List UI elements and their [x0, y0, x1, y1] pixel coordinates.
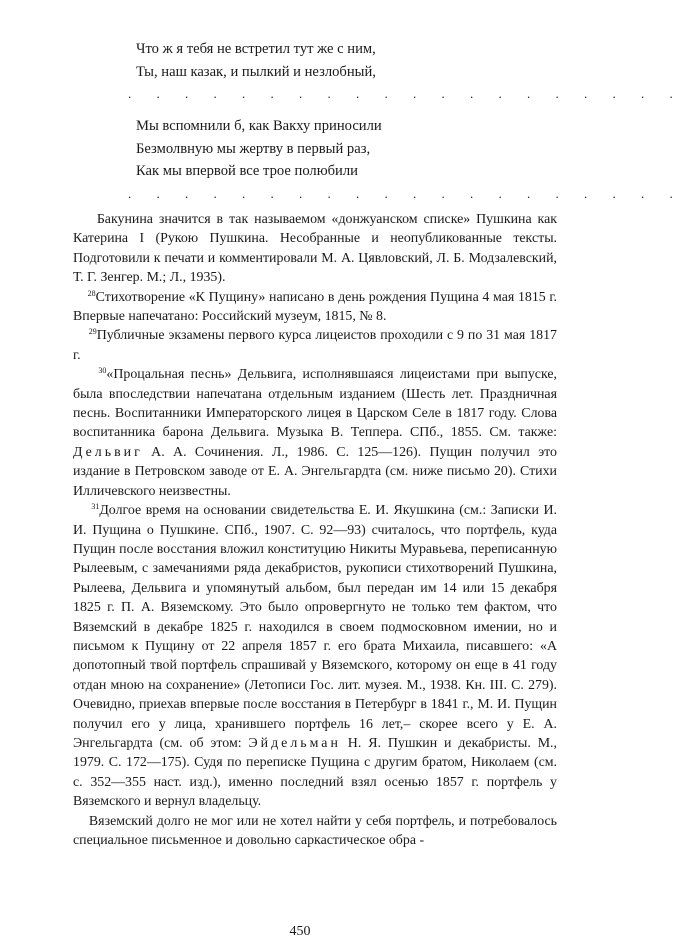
- note-text: Публичные экзамены первого курса лицеистов проходили с 9 по 31 мая 1817 г.: [73, 328, 557, 363]
- footnote-number: 28: [87, 288, 96, 298]
- note-30: [73, 365, 557, 501]
- note-text: Вяземский долго не мог или не хотел найти у себя портфель, и потребовалось специальное письменное и довольно саркастическое обра -: [73, 813, 557, 848]
- note-paragraph: [73, 210, 557, 288]
- note-29: [73, 326, 557, 365]
- note-text: Долгое время на основании свидетельства Е. И. Якушкина (см.: Записки И. И. Пущина о Пушкине. СПб., 1907. С. 92—93) считалось, что портфель, куда Пущин после восстания вложил конституцию Никиты Муравьева, переписанную Рылеевым, с замечаниями ряда декабристов, рукописи стихотворений Пушкина, Рылеева, Дельвига и упомянутый альбом, был передан им 14 или 15 декабря 1825 г. П. А. Вяземскому. Это было опровергнуто не только тем фактом, что Вяземский в декабре 1825 г. находился в своем подмосковном имении, но и письмом к Пущину от 22 апреля 1857 г. его брата Михаила, писавшего: «А допотопный твой портфель спрашивай у Вяземского, которому он еще в 41 году отдан мною на сохранение» (Летописи Гос. лит. музея. М., 1938. Кн. III. С. 279). Очевидно, приехав впервые после восстания в Петербург в 1841 г., М. И. Пущин получил его у лица, хранившего портфель 16 лет,– скорее всего у Е. А. Энгельгардта (см. об этом:: [73, 503, 557, 751]
- ellipsis-dots: . . . . . . . . . . . . . . . . . . . .: [128, 185, 684, 201]
- footnote-number: 29: [88, 327, 97, 337]
- spaced-author-name: Эйдельман: [248, 735, 341, 751]
- poem-line: Мы вспомнили б, как Вакху приносили: [136, 118, 382, 134]
- page-number: 450: [289, 924, 311, 939]
- note-text: «Процальная песнь» Дельвига, исполнявшаяся лицеистами при выпуске, была впоследствии напечатана отдельным изданием (Шесть лет. Праздничная песнь. Воспитанники Императорского лицея в Царском Селе в 1817 году. Слова воспитанника барона Дельвига. Музыка В. Теппера. СПб., 1855. См. также:: [73, 367, 558, 441]
- poem-line: Что ж я тебя не встретил тут же с ним,: [136, 41, 376, 57]
- note-text: Бакунина значится в так называемом «донжуанском списке» Пушкина как Катерина I (Рукою Пушкина. Несобранные и неопубликованные тексты. Подготовили к печати и комментировали М. А. Цявловский, Л. Б. Модзалевский, Т. Г. Зенгер. М.; Л., 1935).: [73, 212, 558, 286]
- poem-line: Ты, наш казак, и пылкий и незлобный,: [136, 63, 376, 80]
- note-text: А. А. Сочинения. Л., 1986. С. 125—126). Пущин получил это издание в Петровском заводе от Е. А. Энгельгардта (см. ниже письмо 20). Стихи Илличевского неизвестны.: [73, 444, 557, 499]
- footnote-number: 31: [91, 502, 100, 512]
- spaced-author-name: Дельвиг: [73, 444, 143, 460]
- poem-line: Как мы впервой все трое полюбили: [136, 163, 358, 179]
- footnote-number: 30: [98, 366, 107, 376]
- poem-excerpt: [128, 38, 684, 205]
- note-paragraph: [73, 812, 557, 851]
- note-text: Н. Я. Пушкин и декабристы. М., 1979. С. 172—175). Судя по переписке Пущина с другим братом, Николаем (см. с. 352—355 наст. изд.), именно последний взял осенью 1857 г. портфель у Вяземского и вернул владельцу.: [73, 735, 557, 810]
- note-31: [73, 501, 557, 812]
- note-28: [73, 288, 557, 327]
- ellipsis-dots: . . . . . . . . . . . . . . . . . . . .: [128, 86, 684, 101]
- footnotes: [73, 210, 557, 850]
- poem-stanza: [128, 115, 684, 205]
- poem-line: Безмолвную мы жертву в первый раз,: [136, 140, 371, 157]
- note-text: Стихотворение «К Пущину» написано в день рождения Пущина 4 мая 1815 г. Впервые напечатано: Российский музеум, 1815, № 8.: [73, 289, 558, 325]
